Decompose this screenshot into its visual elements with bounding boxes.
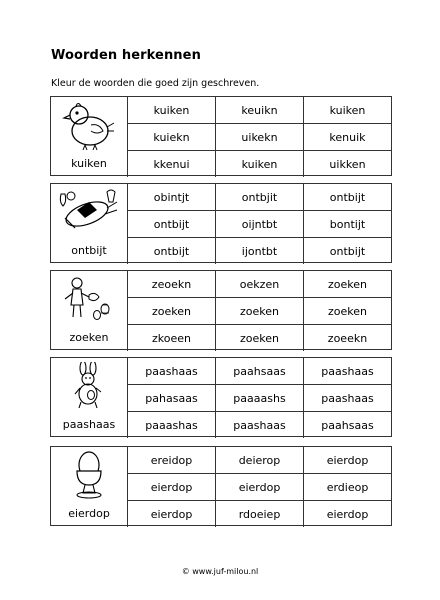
word-block-ontbijt [50, 183, 392, 263]
word-grid [127, 97, 391, 177]
word-option[interactable]: ontbijt [304, 184, 392, 211]
word-option[interactable]: keuikn [216, 97, 304, 124]
picture-cell [51, 447, 127, 525]
word-option[interactable]: oekzen [216, 271, 304, 298]
picture-cell [51, 97, 127, 175]
word-option[interactable]: ijontbt [216, 238, 304, 265]
word-option[interactable]: zoeken [216, 325, 304, 352]
word-option[interactable]: eierdop [216, 474, 304, 501]
word-option[interactable]: oijntbt [216, 211, 304, 238]
word-grid [127, 447, 391, 527]
word-option[interactable]: ontbijt [304, 238, 392, 265]
word-option[interactable]: deierop [216, 447, 304, 474]
picture-cell [51, 184, 127, 262]
word-option[interactable]: pahasaas [128, 385, 216, 412]
word-option[interactable]: eierdop [304, 447, 392, 474]
word-option[interactable]: zoeekn [304, 325, 392, 352]
word-option[interactable]: uikken [303, 151, 391, 178]
word-option[interactable]: kuiken [303, 97, 391, 124]
breakfast-icon [57, 188, 121, 234]
target-word: eierdop [68, 507, 110, 520]
word-option[interactable]: kuiken [128, 97, 216, 124]
word-option[interactable]: zoeken [304, 298, 392, 325]
instruction-text: Kleur de woorden die goed zijn geschreven. [51, 78, 260, 89]
picture-cell [51, 271, 127, 349]
word-option[interactable]: paaaashs [216, 385, 304, 412]
word-option[interactable]: paashaas [216, 412, 304, 439]
word-option[interactable]: paaashas [128, 412, 216, 439]
word-option[interactable]: paashaas [128, 358, 216, 385]
footer-credit: © www.juf-milou.nl [181, 567, 259, 576]
word-option[interactable]: kenuik [303, 124, 391, 151]
word-block-paashaas [50, 357, 392, 437]
word-option[interactable]: ontbjit [216, 184, 304, 211]
word-option[interactable]: uikekn [216, 124, 304, 151]
word-option[interactable]: kuiken [216, 151, 304, 178]
egg-hunt-icon [61, 275, 117, 323]
word-option[interactable]: ereidop [128, 447, 216, 474]
word-grid [127, 184, 391, 264]
target-word: zoeken [69, 331, 109, 344]
word-option[interactable]: kuiekn [128, 124, 216, 151]
easter-bunny-icon [61, 362, 117, 412]
target-word: kuiken [71, 157, 107, 170]
word-option[interactable]: eierdop [304, 501, 392, 528]
word-block-kuiken [50, 96, 392, 176]
word-option[interactable]: paashaas [304, 358, 392, 385]
word-option[interactable]: kkenui [128, 151, 216, 178]
page-title: Woorden herkennen [51, 48, 201, 63]
word-grid [127, 358, 391, 438]
word-option[interactable]: zoeken [128, 298, 216, 325]
word-block-zoeken [50, 270, 392, 350]
chick-icon [61, 101, 117, 151]
word-option[interactable]: paahsaas [304, 412, 392, 439]
picture-cell [51, 358, 127, 436]
word-option[interactable]: eierdop [128, 474, 216, 501]
egg-cup-icon [61, 451, 117, 501]
target-word: paashaas [62, 418, 116, 431]
word-option[interactable]: paahsaas [216, 358, 304, 385]
word-option[interactable]: ontbijt [128, 238, 216, 265]
word-option[interactable]: ontbijt [128, 211, 216, 238]
word-option[interactable]: eierdop [128, 501, 216, 528]
word-option[interactable]: bontijt [304, 211, 392, 238]
word-block-eierdop [50, 446, 392, 526]
word-option[interactable]: obintjt [128, 184, 216, 211]
word-option[interactable]: zkoeen [128, 325, 216, 352]
word-option[interactable]: zoeken [216, 298, 304, 325]
word-option[interactable]: rdoeiep [216, 501, 304, 528]
target-word: ontbijt [71, 244, 107, 257]
word-option[interactable]: zoeken [304, 271, 392, 298]
word-option[interactable]: erdieop [304, 474, 392, 501]
word-grid [127, 271, 391, 351]
word-option[interactable]: zeoekn [128, 271, 216, 298]
word-option[interactable]: paashaas [304, 385, 392, 412]
